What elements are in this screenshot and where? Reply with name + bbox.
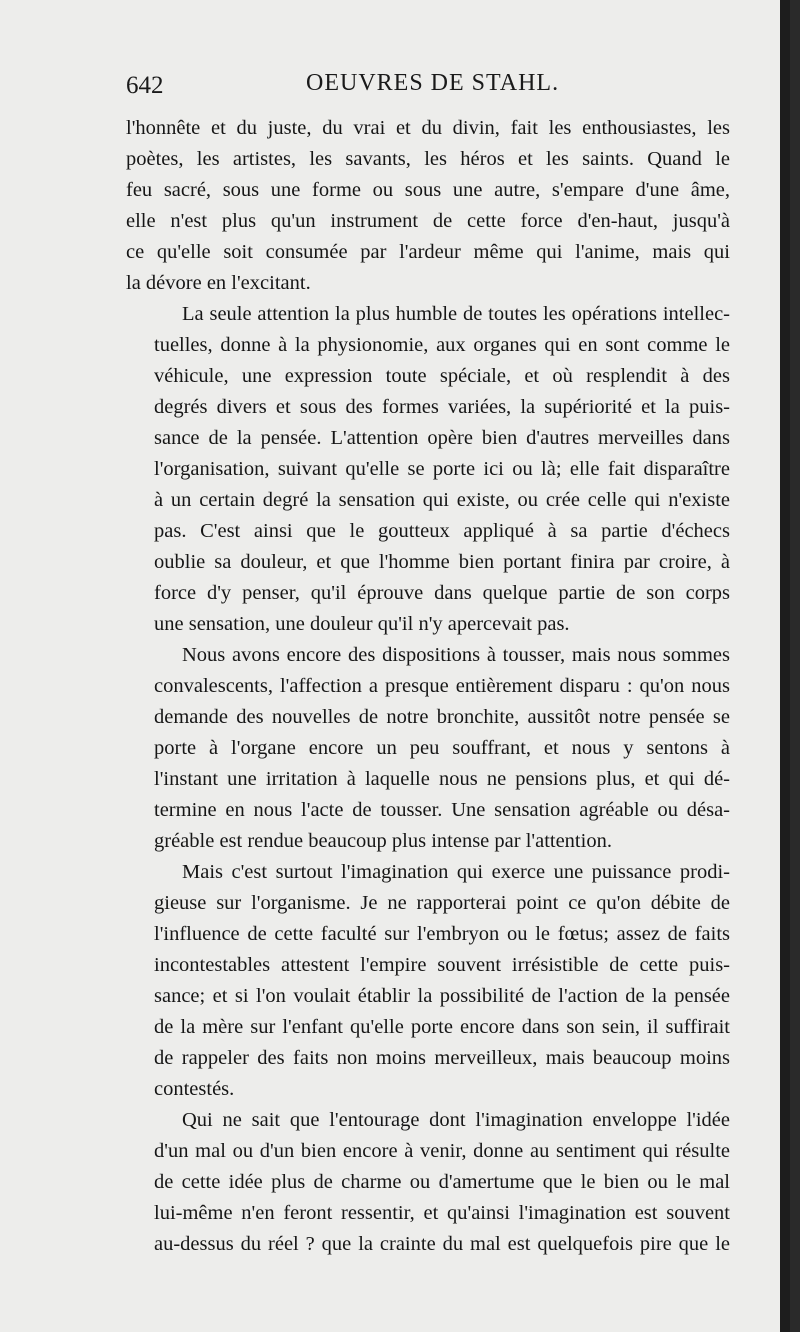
paragraph	[126, 299, 730, 640]
body-text	[126, 113, 730, 1260]
text-line: force d'y penser, qu'il éprouve dans quelque partie de son corps	[154, 582, 730, 604]
text-line: termine en nous l'acte de tousser. Une sensation agréable ou désa-	[154, 799, 730, 821]
text-line: l'influence de cette faculté sur l'embryon ou le fœtus; assez de faits	[154, 923, 730, 945]
text-line: sance; et si l'on voulait établir la possibilité de l'action de la pensée	[154, 985, 730, 1007]
text-line: gieuse sur l'organisme. Je ne rapporterai point ce qu'on débite de	[154, 892, 730, 914]
text-line: elle n'est plus qu'un instrument de cette force d'en-haut, jusqu'à	[126, 210, 730, 232]
text-line: La seule attention la plus humble de toutes les opérations intellec-	[182, 303, 730, 325]
text-line: l'organisation, suivant qu'elle se porte ici ou là; elle fait disparaître	[154, 458, 730, 480]
page-number: 642	[126, 72, 164, 99]
text-line: la dévore en l'excitant.	[126, 272, 311, 294]
text-line: au-dessus du réel ? que la crainte du mal est quelquefois pire que le	[154, 1233, 730, 1255]
running-head: OEUVRES DE STAHL.	[306, 70, 560, 96]
text-line: une sensation, une douleur qu'il n'y apercevait pas.	[154, 613, 570, 635]
text-line: demande des nouvelles de notre bronchite, aussitôt notre pensée se	[154, 706, 730, 728]
text-line: véhicule, une expression toute spéciale, et où resplendit à des	[154, 365, 730, 387]
page-edge-shadow	[780, 0, 790, 1332]
text-line: ce qu'elle soit consumée par l'ardeur même qui l'anime, mais qui	[126, 241, 730, 263]
paragraph	[126, 1105, 730, 1260]
text-line: sance de la pensée. L'attention opère bien d'autres merveilles dans	[154, 427, 730, 449]
text-line: gréable est rendue beaucoup plus intense par l'attention.	[154, 830, 612, 852]
text-line: convalescents, l'affection a presque entièrement disparu : qu'on nous	[154, 675, 730, 697]
paragraph	[126, 113, 730, 299]
text-line: degrés divers et sous des formes variées, la supériorité et la puis-	[154, 396, 730, 418]
text-line: contestés.	[154, 1078, 235, 1100]
text-line: lui-même n'en feront ressentir, et qu'ainsi l'imagination est souvent	[154, 1202, 730, 1224]
text-line: incontestables attestent l'empire souvent irrésistible de cette puis-	[154, 954, 730, 976]
text-line: Nous avons encore des dispositions à tousser, mais nous sommes	[182, 644, 730, 666]
paragraph	[126, 857, 730, 1105]
text-line: oublie sa douleur, et que l'homme bien portant finira par croire, à	[154, 551, 730, 573]
text-line: de la mère sur l'enfant qu'elle porte encore dans son sein, il suffirait	[154, 1016, 730, 1038]
paragraph	[126, 640, 730, 857]
page-header	[126, 70, 730, 110]
text-line: l'honnête et du juste, du vrai et du divin, fait les enthousiastes, les	[126, 117, 730, 139]
text-line: de rappeler des faits non moins merveilleux, mais beaucoup moins	[154, 1047, 730, 1069]
text-line: porte à l'organe encore un peu souffrant, et nous y sentons à	[154, 737, 730, 759]
text-line: l'instant une irritation à laquelle nous ne pensions plus, et qui dé-	[154, 768, 730, 790]
text-line: d'un mal ou d'un bien encore à venir, donne au sentiment qui résulte	[154, 1140, 730, 1162]
text-line: Qui ne sait que l'entourage dont l'imagination enveloppe l'idée	[182, 1109, 730, 1131]
text-line: Mais c'est surtout l'imagination qui exerce une puissance prodi-	[182, 861, 730, 883]
text-line: tuelles, donne à la physionomie, aux organes qui en sont comme le	[154, 334, 730, 356]
text-line: pas. C'est ainsi que le goutteux appliqué à sa partie d'échecs	[154, 520, 730, 542]
text-line: à un certain degré la sensation qui existe, ou crée celle qui n'existe	[154, 489, 730, 511]
text-line: feu sacré, sous une forme ou sous une autre, s'empare d'une âme,	[126, 179, 730, 201]
text-line: poètes, les artistes, les savants, les héros et les saints. Quand le	[126, 148, 730, 170]
text-line: de cette idée plus de charme ou d'amertume que le bien ou le mal	[154, 1171, 730, 1193]
